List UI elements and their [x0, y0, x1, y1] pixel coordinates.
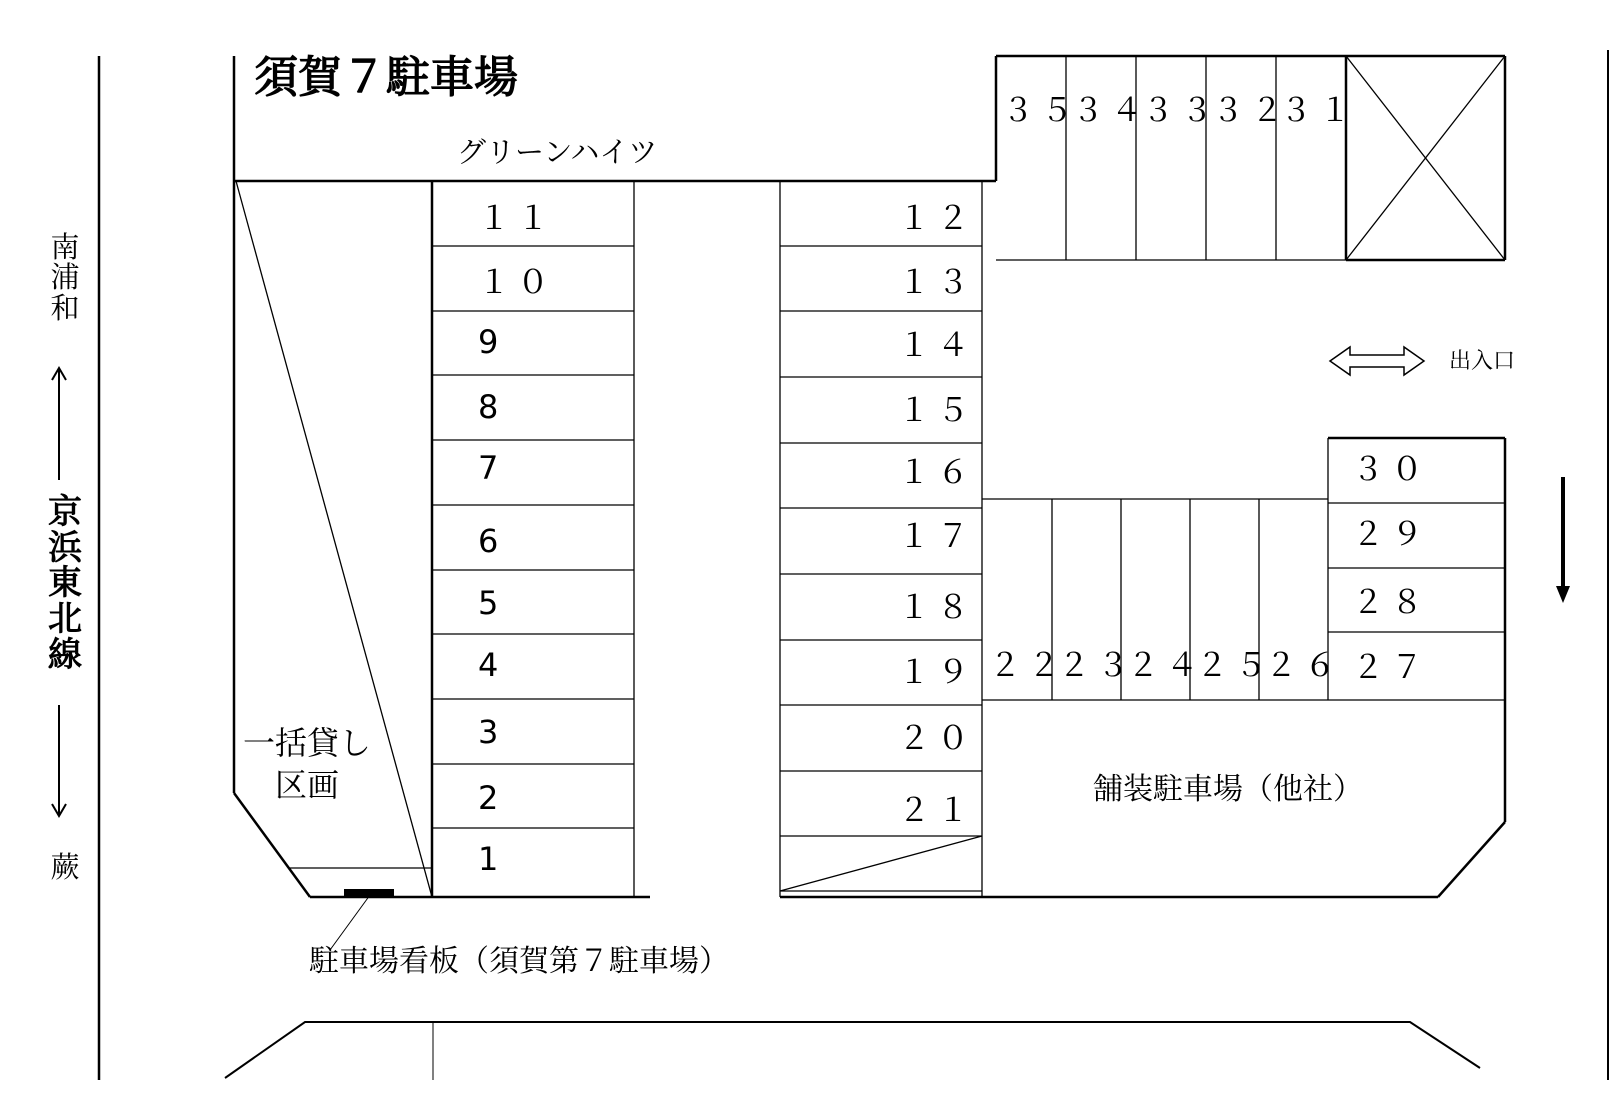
bulk-rental-line1: 一括貸し: [243, 724, 372, 762]
page-title: 須賀７駐車場: [254, 52, 518, 103]
parking-space-29[interactable]: ２９: [1352, 515, 1431, 553]
parking-space-31[interactable]: ３１: [1280, 91, 1359, 129]
parking-space-6[interactable]: 6: [478, 522, 506, 560]
parking-space-8[interactable]: 8: [478, 388, 506, 426]
parking-space-26[interactable]: ２６: [1265, 646, 1344, 684]
parking-space-33[interactable]: ３３: [1142, 91, 1221, 129]
parking-space-7[interactable]: 7: [478, 449, 506, 487]
south-arrow: [52, 705, 66, 816]
parking-space-34[interactable]: ３４: [1072, 91, 1151, 129]
parking-space-22[interactable]: ２２: [989, 646, 1068, 684]
parking-space-12[interactable]: １２: [898, 199, 977, 237]
parking-space-17[interactable]: １７: [898, 517, 977, 555]
parking-space-1[interactable]: 1: [478, 840, 506, 878]
north-station-label: 南浦和: [50, 230, 80, 325]
parking-space-19[interactable]: １９: [898, 653, 977, 691]
south-station-label: 蕨: [50, 850, 80, 884]
building-label: グリーンハイツ: [457, 135, 658, 169]
parking-space-9[interactable]: 9: [478, 323, 506, 361]
sign-leader-line: [330, 895, 370, 950]
top-row-stalls: [996, 56, 1346, 260]
parking-space-2[interactable]: 2: [478, 779, 506, 817]
entrance-label: 出入口: [1449, 349, 1516, 374]
parking-space-27[interactable]: ２７: [1352, 648, 1431, 686]
road-outline: [225, 1022, 1480, 1080]
parking-space-21[interactable]: ２１: [898, 791, 977, 829]
north-arrow: [52, 368, 66, 480]
parking-sign: [344, 889, 394, 897]
rail-line-label: 京浜東北線: [48, 492, 82, 675]
parking-space-18[interactable]: １８: [898, 588, 977, 626]
parking-space-32[interactable]: ３２: [1212, 91, 1291, 129]
parking-space-13[interactable]: １３: [898, 263, 977, 301]
parking-space-10[interactable]: １０: [478, 263, 557, 301]
parking-space-23[interactable]: ２３: [1058, 646, 1137, 684]
sign-label: 駐車場看板（須賀第７駐車場）: [309, 944, 729, 979]
parking-space-24[interactable]: ２４: [1127, 646, 1206, 684]
parking-space-25[interactable]: ２５: [1196, 646, 1275, 684]
entrance-arrow-icon: [1330, 347, 1424, 375]
parking-space-15[interactable]: １５: [898, 391, 977, 429]
bulk-rental-label: [243, 723, 371, 806]
parking-space-11[interactable]: １１: [478, 199, 557, 237]
parking-space-30[interactable]: ３０: [1352, 450, 1431, 488]
blocked-area: [1346, 56, 1505, 260]
parking-space-14[interactable]: １４: [898, 326, 977, 364]
parking-space-35[interactable]: ３５: [1002, 91, 1081, 129]
paved-lot-label: 舗装駐車場（他社）: [1093, 772, 1363, 807]
parking-space-5[interactable]: 5: [478, 584, 506, 622]
parking-space-4[interactable]: 4: [478, 646, 506, 684]
parking-space-20[interactable]: ２０: [898, 719, 977, 757]
one-way-arrow-icon: [1556, 477, 1570, 603]
parking-space-28[interactable]: ２８: [1352, 583, 1431, 621]
bulk-rental-line2: 区画: [275, 765, 340, 804]
parking-space-3[interactable]: 3: [478, 713, 506, 751]
parking-space-16[interactable]: １６: [898, 453, 977, 491]
